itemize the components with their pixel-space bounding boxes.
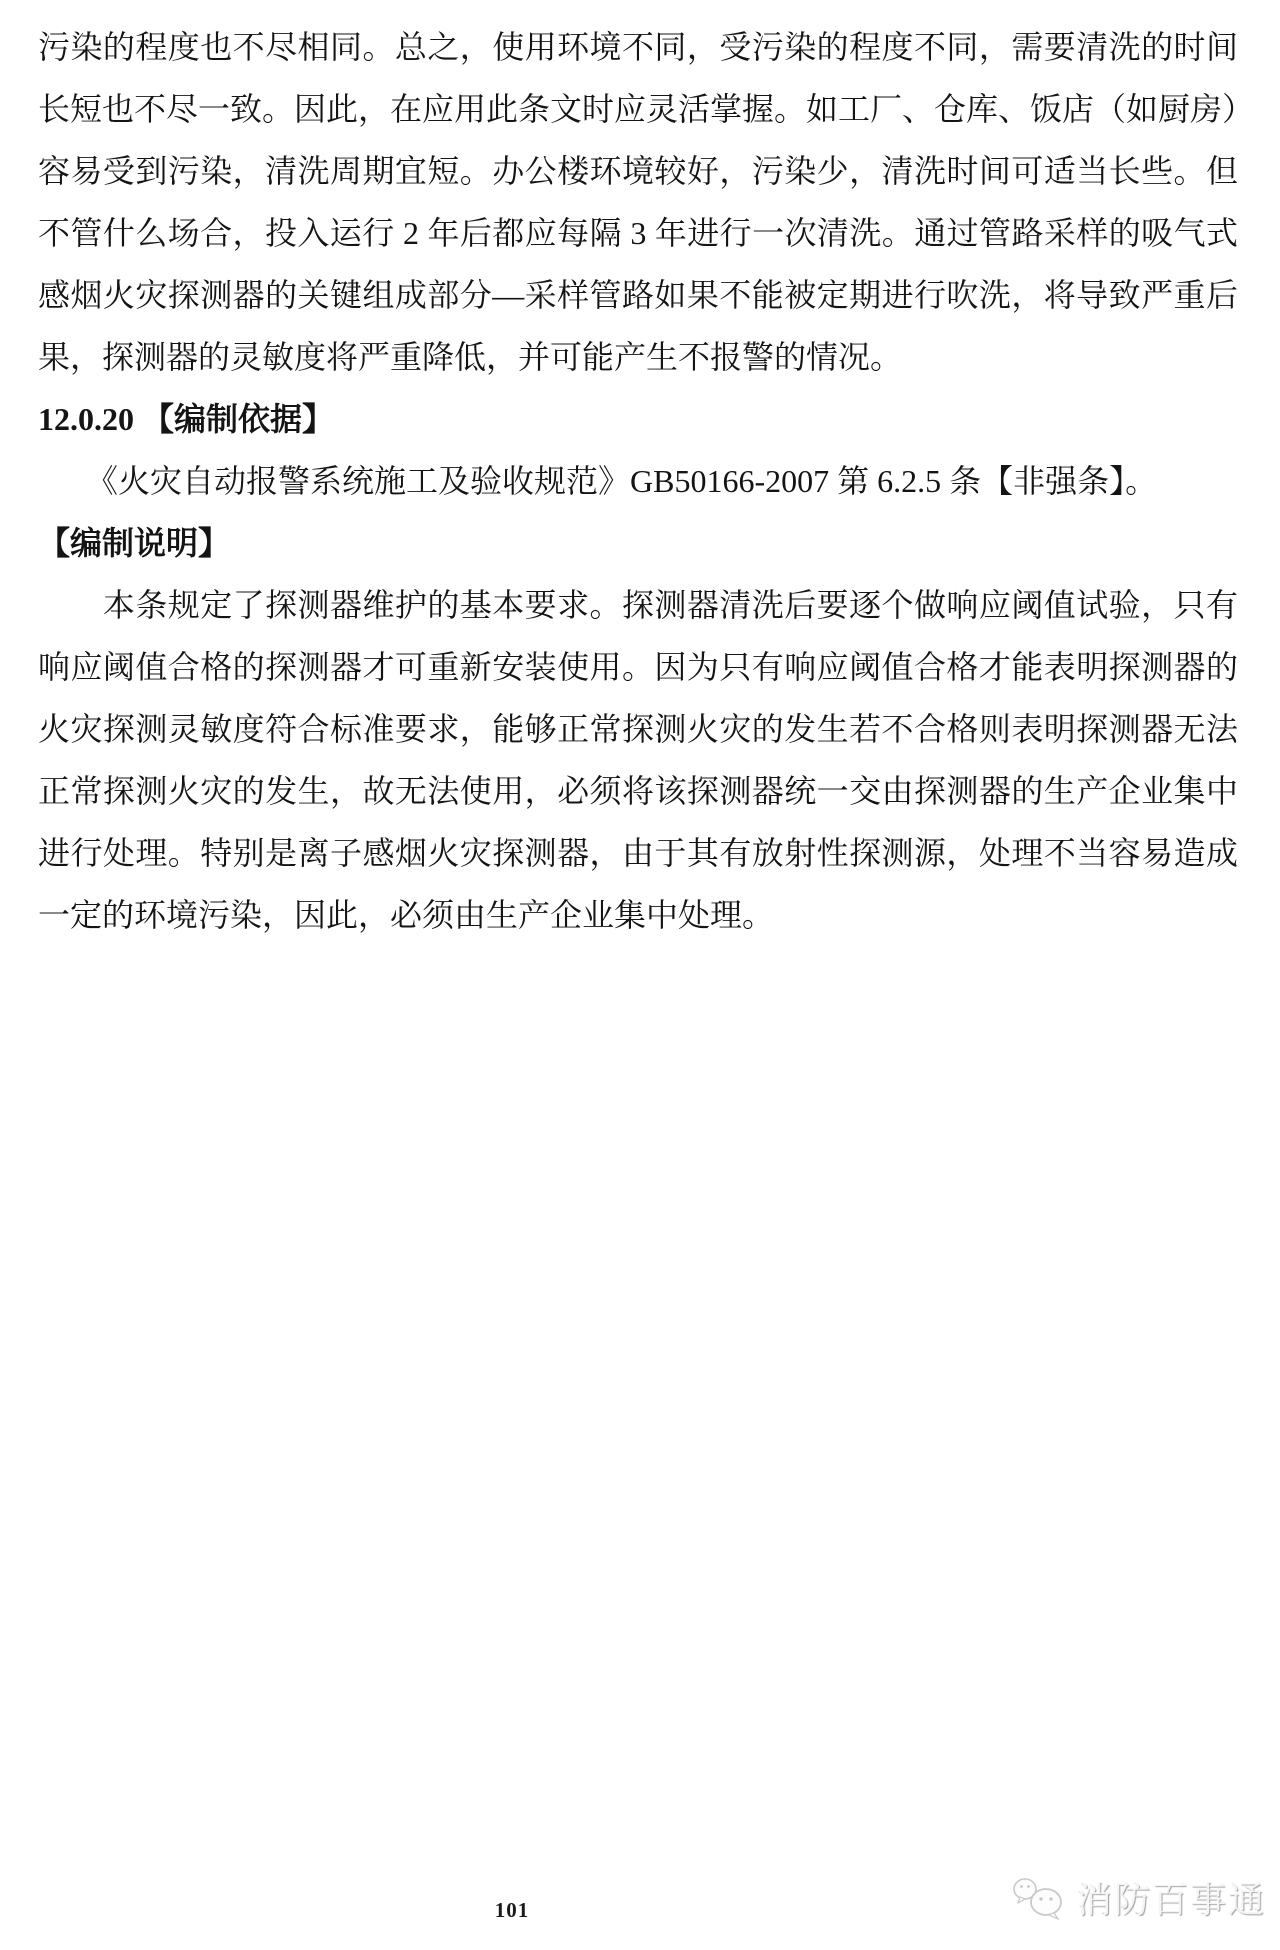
text-line: 响应阈值合格的探测器才可重新安装使用。因为只有响应阈值合格才能表明探测器的 (38, 649, 1238, 685)
explanation-heading (38, 512, 1238, 574)
text-line: 果，探测器的灵敏度将严重降低，并可能产生不报警的情况。 (38, 339, 903, 375)
text-line: 进行处理。特别是离子感烟火灾探测器，由于其有放射性探测源，处理不当容易造成 (38, 835, 1238, 871)
section-heading-12-0-20-basis (38, 388, 1238, 450)
reference-standard-line (38, 450, 1238, 512)
text-line: 污染的程度也不尽相同。总之，使用环境不同，受污染的程度不同，需要清洗的时间 (38, 29, 1238, 65)
text-line: 本条规定了探测器维护的基本要求。探测器清洗后要逐个做响应阈值试验，只有 (38, 587, 1238, 623)
document-content (38, 16, 1255, 946)
watermark (1012, 1872, 1266, 1923)
paragraph-maintenance-cleaning (38, 16, 1255, 388)
page-number: 101 (494, 1898, 530, 1922)
paragraph-explanation (38, 574, 1238, 946)
text-line: 感烟火灾探测器的关键组成部分—采样管路如果不能被定期进行吹洗，将导致严重后 (38, 277, 1238, 313)
text-line: 《火灾自动报警系统施工及验收规范》GB50166-2007 第 6.2.5 条【非强条】。 (38, 463, 1158, 499)
text-line: 容易受到污染，清洗周期宜短。办公楼环境较好，污染少，清洗时间可适当长些。但 (38, 153, 1238, 189)
text-line: 12.0.20 【编制依据】 (38, 401, 335, 437)
text-line: 正常探测火灾的发生，故无法使用，必须将该探测器统一交由探测器的生产企业集中 (38, 773, 1238, 809)
text-line: 不管什么场合，投入运行 2 年后都应每隔 3 年进行一次清洗。通过管路采样的吸气式 (38, 215, 1238, 251)
text-line: 火灾探测灵敏度符合标准要求，能够正常探测火灾的发生若不合格则表明探测器无法 (38, 711, 1238, 747)
text-line: 一定的环境污染，因此，必须由生产企业集中处理。 (38, 897, 775, 933)
text-line: 长短也不尽一致。因此，在应用此条文时应灵活掌握。如工厂、仓库、饭店（如厨房） (38, 91, 1255, 127)
watermark-label: 消防百事通 (1076, 1879, 1267, 1920)
text-line: 【编制说明】 (38, 525, 231, 561)
